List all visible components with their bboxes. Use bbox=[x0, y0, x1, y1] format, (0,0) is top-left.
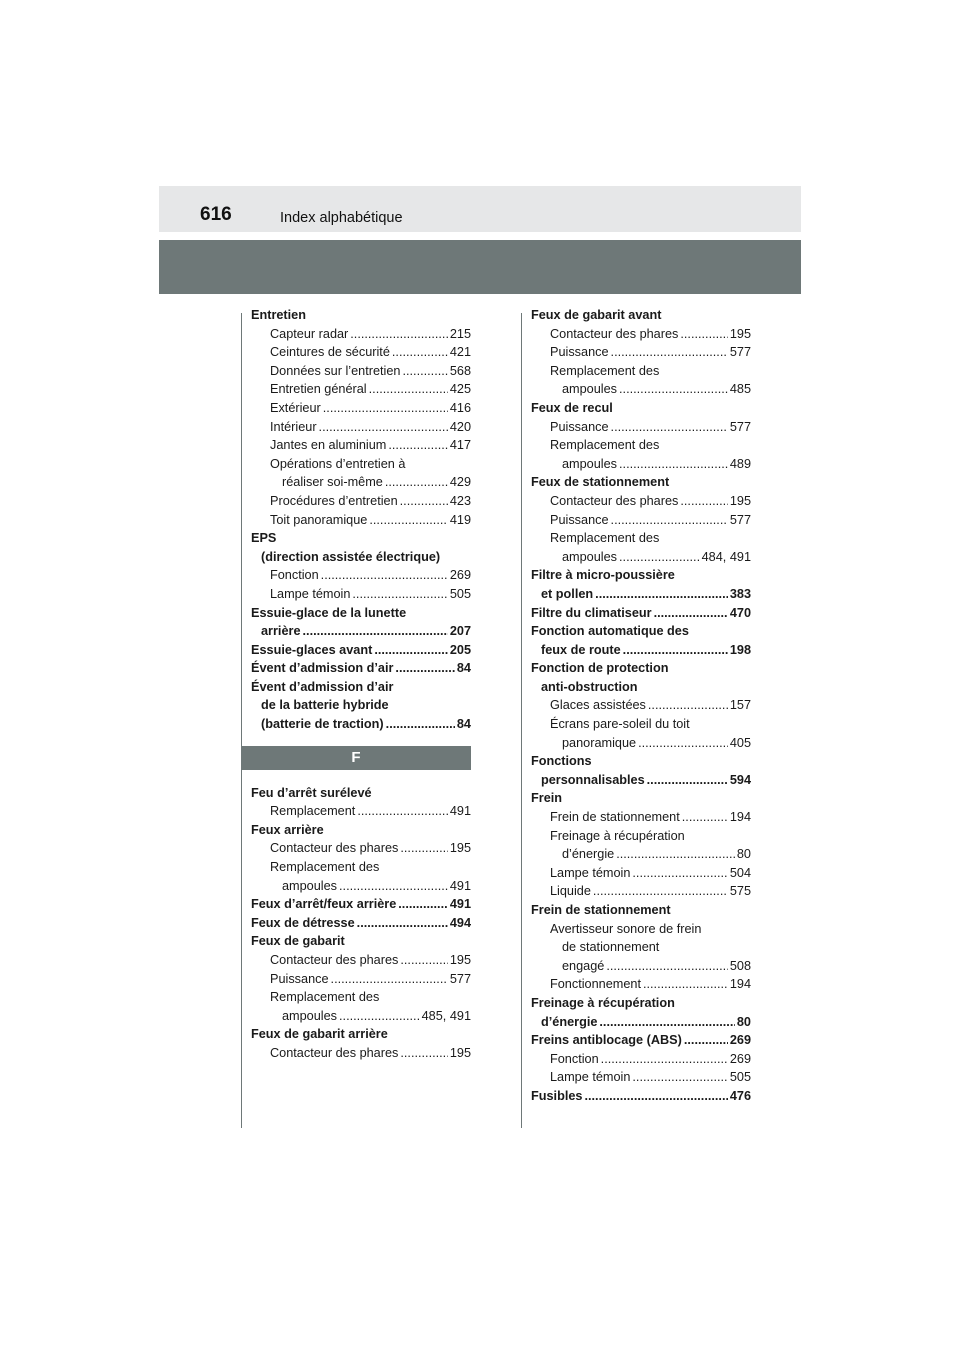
entry-text: Capteur radar bbox=[270, 326, 349, 341]
entry-page-number: 84 bbox=[456, 717, 471, 732]
entry-page-number: 485, 491 bbox=[421, 1008, 471, 1023]
entry-text: Puissance bbox=[550, 512, 609, 527]
dot-leader bbox=[647, 771, 728, 790]
entry-text: feux de route bbox=[541, 642, 621, 657]
index-entry bbox=[251, 951, 471, 970]
dot-leader bbox=[400, 839, 447, 858]
index-entry bbox=[531, 715, 751, 734]
entry-text: Remplacement des bbox=[270, 990, 380, 1005]
entry-page-number: 416 bbox=[449, 400, 471, 415]
index-entry bbox=[251, 784, 471, 803]
entry-page-number: 420 bbox=[449, 419, 471, 434]
entry-page-number: 577 bbox=[729, 419, 751, 434]
entry-page-number: 269 bbox=[729, 1051, 751, 1066]
entry-text: Contacteur des phares bbox=[270, 841, 399, 856]
dot-leader bbox=[395, 659, 454, 678]
index-entry bbox=[251, 858, 471, 877]
dot-leader bbox=[400, 951, 447, 970]
index-entry bbox=[531, 362, 751, 381]
dot-leader bbox=[339, 1007, 420, 1026]
index-entry bbox=[531, 882, 751, 901]
dot-leader bbox=[400, 492, 448, 511]
entry-page-number: 205 bbox=[449, 642, 471, 657]
index-entry bbox=[531, 548, 751, 567]
index-entry bbox=[251, 970, 471, 989]
entry-page-number: 215 bbox=[449, 326, 471, 341]
entry-page-number: 194 bbox=[729, 810, 751, 825]
index-entry bbox=[531, 1031, 751, 1050]
dot-leader bbox=[611, 343, 728, 362]
entry-text: ampoules bbox=[562, 382, 618, 397]
dot-leader bbox=[611, 511, 728, 530]
entry-text: Lampe témoin bbox=[270, 586, 351, 601]
entry-text: Feux arrière bbox=[251, 822, 324, 837]
entry-page-number: 505 bbox=[729, 1070, 751, 1085]
dot-leader bbox=[593, 882, 728, 901]
index-entry bbox=[251, 895, 471, 914]
index-entry bbox=[531, 994, 751, 1013]
index-entry bbox=[531, 920, 751, 939]
entry-text: Fonctions bbox=[531, 754, 592, 769]
index-entry bbox=[531, 455, 751, 474]
index-entry bbox=[531, 622, 751, 641]
index-entry bbox=[251, 839, 471, 858]
index-entry bbox=[251, 802, 471, 821]
index-entry bbox=[531, 529, 751, 548]
entry-text: Filtre à micro-poussière bbox=[531, 568, 675, 583]
entry-page-number: 504 bbox=[729, 865, 751, 880]
entry-text: Feux de stationnement bbox=[531, 475, 670, 490]
entry-page-number: 491 bbox=[449, 897, 471, 912]
entry-page-number: 417 bbox=[449, 438, 471, 453]
entry-page-number: 80 bbox=[736, 847, 751, 862]
entry-text: EPS bbox=[251, 531, 277, 546]
dot-leader bbox=[331, 970, 448, 989]
entry-text: Fonctionnement bbox=[550, 977, 641, 992]
entry-page-number: 568 bbox=[449, 363, 471, 378]
dot-leader bbox=[369, 380, 448, 399]
index-entry bbox=[251, 511, 471, 530]
entry-page-number: 423 bbox=[449, 493, 471, 508]
entry-text: Remplacement bbox=[270, 804, 356, 819]
index-entry bbox=[531, 752, 751, 771]
dot-leader bbox=[357, 914, 448, 933]
entry-text: arrière bbox=[261, 624, 301, 639]
dot-leader bbox=[648, 696, 728, 715]
index-entry bbox=[531, 1013, 751, 1032]
dot-leader bbox=[638, 734, 728, 753]
entry-text: Lampe témoin bbox=[550, 1070, 631, 1085]
index-entry bbox=[251, 585, 471, 604]
index-entry bbox=[251, 492, 471, 511]
entry-text: anti-obstruction bbox=[541, 679, 638, 694]
entry-text: Contacteur des phares bbox=[270, 1045, 399, 1060]
index-entry bbox=[531, 566, 751, 585]
entry-text: Opérations d’entretien à bbox=[270, 456, 406, 471]
index-entry bbox=[251, 566, 471, 585]
entry-page-number: 491 bbox=[449, 878, 471, 893]
entry-text: Feu d’arrêt surélevé bbox=[251, 785, 372, 800]
dot-leader bbox=[357, 802, 448, 821]
dot-leader bbox=[339, 877, 448, 896]
dot-leader bbox=[323, 399, 448, 418]
index-entry bbox=[531, 789, 751, 808]
entry-text: réaliser soi-même bbox=[282, 475, 383, 490]
index-entry bbox=[531, 306, 751, 325]
entry-text: personnalisables bbox=[541, 772, 645, 787]
index-entry bbox=[531, 399, 751, 418]
index-entry bbox=[251, 455, 471, 474]
dot-leader bbox=[616, 845, 735, 864]
entry-text: (direction assistée électrique) bbox=[261, 549, 441, 564]
entry-text: Évent d’admission d’air bbox=[251, 661, 394, 676]
index-entry bbox=[251, 696, 471, 715]
entry-text: Jantes en aluminium bbox=[270, 438, 387, 453]
entry-text: Fonction automatique des bbox=[531, 624, 689, 639]
entry-page-number: 577 bbox=[729, 512, 751, 527]
entry-text: Intérieur bbox=[270, 419, 317, 434]
entry-page-number: 269 bbox=[729, 1033, 751, 1048]
entry-page-number: 594 bbox=[729, 772, 751, 787]
dot-leader bbox=[619, 548, 700, 567]
entry-text: Feux de gabarit arrière bbox=[251, 1027, 388, 1042]
dot-leader bbox=[352, 585, 447, 604]
dot-leader bbox=[385, 473, 448, 492]
entry-text: Puissance bbox=[270, 971, 329, 986]
index-entry bbox=[531, 473, 751, 492]
entry-text: Frein bbox=[531, 791, 563, 806]
dot-leader bbox=[369, 511, 447, 530]
entry-text: Remplacement des bbox=[550, 363, 660, 378]
dot-leader bbox=[619, 455, 728, 474]
dot-leader bbox=[392, 343, 448, 362]
dot-leader bbox=[682, 808, 728, 827]
dot-leader bbox=[623, 641, 728, 660]
index-entry bbox=[251, 988, 471, 1007]
entry-page-number: 491 bbox=[449, 804, 471, 819]
index-entry bbox=[251, 877, 471, 896]
index-entry bbox=[251, 1025, 471, 1044]
entry-text: Entretien bbox=[251, 308, 306, 322]
entry-text: Ceintures de sécurité bbox=[270, 345, 390, 360]
dot-leader bbox=[611, 418, 728, 437]
entry-text: ampoules bbox=[562, 549, 618, 564]
entry-text: Freinage à récupération bbox=[550, 828, 685, 843]
entry-text: Essuie-glace de la lunette bbox=[251, 605, 407, 620]
entry-text: Fonction de protection bbox=[531, 661, 669, 676]
entry-page-number: 494 bbox=[449, 915, 471, 930]
dot-leader bbox=[321, 566, 448, 585]
entry-text: Fonction bbox=[550, 1051, 599, 1066]
index-entry bbox=[251, 715, 471, 734]
index-entry bbox=[531, 938, 751, 957]
index-entry bbox=[251, 399, 471, 418]
index-entry bbox=[251, 473, 471, 492]
entry-page-number: 195 bbox=[729, 493, 751, 508]
index-entry bbox=[531, 678, 751, 697]
entry-text: (batterie de traction) bbox=[261, 717, 384, 732]
entry-text: Frein de stationnement bbox=[531, 903, 671, 917]
entry-page-number: 383 bbox=[729, 586, 751, 601]
page-number: 616 bbox=[200, 204, 232, 225]
index-entry bbox=[531, 641, 751, 660]
index-entry bbox=[531, 808, 751, 827]
entry-page-number: 577 bbox=[449, 971, 471, 986]
section-title: Index alphabétique bbox=[280, 210, 403, 226]
entry-text: ampoules bbox=[282, 878, 338, 893]
entry-text: ampoules bbox=[562, 456, 618, 471]
entry-text: Avertisseur sonore de frein bbox=[550, 921, 702, 936]
index-entry bbox=[531, 585, 751, 604]
letter-heading: F bbox=[241, 746, 471, 770]
entry-page-number: 505 bbox=[449, 586, 471, 601]
entry-page-number: 195 bbox=[729, 326, 751, 341]
entry-page-number: 575 bbox=[729, 884, 751, 899]
index-entry bbox=[251, 343, 471, 362]
index-entry bbox=[251, 529, 471, 548]
entry-text: Feux de détresse bbox=[251, 915, 355, 930]
index-entry bbox=[531, 975, 751, 994]
index-entry bbox=[251, 548, 471, 567]
entry-text: Procédures d’entretien bbox=[270, 493, 398, 508]
dot-leader bbox=[606, 957, 727, 976]
dot-leader bbox=[643, 975, 728, 994]
index-entry bbox=[531, 1050, 751, 1069]
entry-text: Remplacement des bbox=[550, 531, 660, 546]
entry-text: Extérieur bbox=[270, 400, 321, 415]
entry-text: Feux de recul bbox=[531, 400, 613, 415]
index-entry bbox=[531, 604, 751, 623]
entry-page-number: 195 bbox=[449, 1045, 471, 1060]
entry-page-number: 489 bbox=[729, 456, 751, 471]
entry-text: Remplacement des bbox=[550, 438, 660, 453]
dot-leader bbox=[303, 622, 448, 641]
index-entry bbox=[251, 622, 471, 641]
entry-text: Freins antiblocage (ABS) bbox=[531, 1033, 682, 1048]
entry-page-number: 429 bbox=[449, 475, 471, 490]
index-entry bbox=[531, 827, 751, 846]
index-entry bbox=[531, 957, 751, 976]
entry-text: ampoules bbox=[282, 1008, 338, 1023]
entry-text: Frein de stationnement bbox=[550, 810, 680, 825]
index-entry bbox=[251, 641, 471, 660]
entry-text: Freinage à récupération bbox=[531, 995, 675, 1010]
dot-leader bbox=[684, 1031, 728, 1050]
index-entry bbox=[251, 380, 471, 399]
index-entry bbox=[251, 604, 471, 623]
index-column-left bbox=[251, 306, 471, 1063]
entry-text: Toit panoramique bbox=[270, 512, 368, 527]
entry-text: Feux de gabarit bbox=[251, 934, 345, 949]
index-entry bbox=[251, 362, 471, 381]
entry-text: Contacteur des phares bbox=[550, 326, 679, 341]
dot-leader bbox=[595, 585, 728, 604]
entry-page-number: 207 bbox=[449, 624, 471, 639]
entry-text: Entretien général bbox=[270, 382, 367, 397]
column-divider-left bbox=[241, 313, 242, 1128]
entry-text: Feux d’arrêt/feux arrière bbox=[251, 897, 397, 912]
index-entry bbox=[531, 659, 751, 678]
entry-text: et pollen bbox=[541, 586, 594, 601]
entry-page-number: 470 bbox=[729, 605, 751, 620]
entry-text: Fusibles bbox=[531, 1088, 583, 1103]
entry-text: Puissance bbox=[550, 345, 609, 360]
entry-page-number: 419 bbox=[449, 512, 471, 527]
index-entry bbox=[251, 325, 471, 344]
entry-text: d’énergie bbox=[541, 1014, 598, 1029]
dot-leader bbox=[402, 362, 447, 381]
dot-leader bbox=[386, 715, 455, 734]
index-entry bbox=[251, 1044, 471, 1063]
dot-leader bbox=[584, 1087, 727, 1106]
index-entry bbox=[251, 418, 471, 437]
dot-leader bbox=[680, 325, 727, 344]
dot-leader bbox=[680, 492, 727, 511]
index-column-right bbox=[531, 306, 751, 1106]
decorative-band bbox=[159, 240, 801, 294]
entry-page-number: 405 bbox=[729, 735, 751, 750]
index-entry bbox=[251, 1007, 471, 1026]
index-entries-before-letter bbox=[251, 306, 471, 734]
entry-text: d’énergie bbox=[562, 847, 615, 862]
index-entry bbox=[531, 696, 751, 715]
entry-text: engagé bbox=[562, 958, 605, 973]
index-entry bbox=[251, 436, 471, 455]
entry-text: Liquide bbox=[550, 884, 591, 899]
entry-page-number: 577 bbox=[729, 345, 751, 360]
index-entry bbox=[251, 932, 471, 951]
index-entry bbox=[531, 845, 751, 864]
index-entry bbox=[531, 1068, 751, 1087]
index-entry bbox=[531, 1087, 751, 1106]
entry-page-number: 269 bbox=[449, 568, 471, 583]
entry-text: panoramique bbox=[562, 735, 637, 750]
dot-leader bbox=[599, 1013, 734, 1032]
entry-page-number: 194 bbox=[729, 977, 751, 992]
entry-page-number: 425 bbox=[449, 382, 471, 397]
entry-page-number: 80 bbox=[736, 1014, 751, 1029]
entry-page-number: 421 bbox=[449, 345, 471, 360]
index-entry bbox=[251, 659, 471, 678]
entry-page-number: 508 bbox=[729, 958, 751, 973]
entry-text: Écrans pare-soleil du toit bbox=[550, 717, 690, 732]
entry-text: Contacteur des phares bbox=[270, 953, 399, 967]
entry-page-number: 198 bbox=[729, 642, 751, 657]
dot-leader bbox=[632, 864, 727, 883]
entry-text: Fonction bbox=[270, 568, 319, 583]
dot-leader bbox=[400, 1044, 447, 1063]
entry-text: Données sur l’entretien bbox=[270, 363, 401, 378]
index-entries-right bbox=[531, 306, 751, 1106]
header-band bbox=[159, 186, 801, 232]
entry-text: Filtre du climatiseur bbox=[531, 605, 652, 620]
index-entry bbox=[251, 821, 471, 840]
entry-page-number: 84 bbox=[456, 661, 471, 676]
entry-text: Contacteur des phares bbox=[550, 493, 679, 508]
column-divider-right bbox=[521, 313, 522, 1128]
index-entry bbox=[531, 864, 751, 883]
index-entry bbox=[531, 343, 751, 362]
index-entry bbox=[251, 306, 471, 325]
entry-page-number: 484, 491 bbox=[701, 549, 751, 564]
index-entry bbox=[531, 418, 751, 437]
entry-text: de la batterie hybride bbox=[261, 698, 389, 713]
dot-leader bbox=[619, 380, 728, 399]
index-entry bbox=[531, 325, 751, 344]
index-entry bbox=[531, 380, 751, 399]
index-entry bbox=[531, 492, 751, 511]
entry-text: Essuie-glaces avant bbox=[251, 642, 373, 657]
entry-text: Puissance bbox=[550, 419, 609, 434]
entry-text: Évent d’admission d’air bbox=[251, 679, 394, 694]
dot-leader bbox=[388, 436, 447, 455]
entry-text: Glaces assistées bbox=[550, 698, 646, 713]
dot-leader bbox=[319, 418, 448, 437]
entry-text: de stationnement bbox=[562, 940, 660, 955]
entry-text: Remplacement des bbox=[270, 860, 380, 875]
entry-page-number: 476 bbox=[729, 1088, 751, 1103]
entry-page-number: 195 bbox=[449, 841, 471, 856]
dot-leader bbox=[374, 641, 448, 660]
index-entry bbox=[531, 436, 751, 455]
index-entry bbox=[251, 678, 471, 697]
index-entry bbox=[531, 734, 751, 753]
entry-page-number: 485 bbox=[729, 382, 751, 397]
entry-page-number: 157 bbox=[729, 698, 751, 713]
entry-text: Feux de gabarit avant bbox=[531, 308, 662, 322]
dot-leader bbox=[601, 1050, 728, 1069]
dot-leader bbox=[398, 895, 448, 914]
dot-leader bbox=[350, 325, 448, 344]
entry-page-number: 195 bbox=[449, 953, 471, 967]
index-entry bbox=[531, 901, 751, 920]
index-entry bbox=[531, 511, 751, 530]
dot-leader bbox=[632, 1068, 727, 1087]
entry-text: Lampe témoin bbox=[550, 865, 631, 880]
index-entry bbox=[531, 771, 751, 790]
dot-leader bbox=[654, 604, 728, 623]
index-entry bbox=[251, 914, 471, 933]
index-entries-after-letter bbox=[251, 784, 471, 1063]
